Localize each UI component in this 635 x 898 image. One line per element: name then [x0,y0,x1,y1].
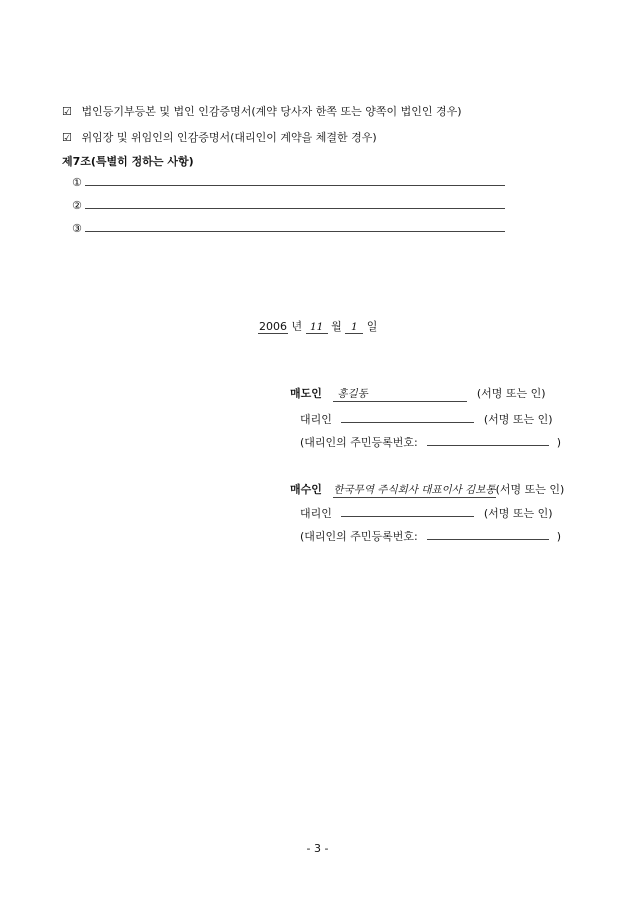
checklist-item [62,103,462,119]
date-day-unit: 일 [366,320,378,333]
buyer-agent-id-label: (대리인의 주민등록번호: [300,530,418,543]
buyer-agent-id-close: ) [556,530,562,543]
seller-sign-note: (서명 또는 인) [476,387,546,400]
seller-name: 홍길동 [333,386,467,402]
buyer-sign-note: (서명 또는 인) [495,483,565,496]
special-terms-line [72,176,505,189]
checklist-item [62,129,377,145]
blank-line [341,516,474,517]
seller-agent-sign-note: (서명 또는 인) [483,413,553,426]
item-number: ① [72,176,82,189]
special-terms-line [72,222,505,235]
checkbox-checked-icon: ☑ [62,131,72,144]
checklist-text: 위임장 및 위임인의 인감증명서(대리인이 계약을 체결한 경우) [81,131,377,144]
blank-line [341,422,474,423]
buyer-agent-row [300,505,553,521]
seller-label: 매도인 [290,387,322,400]
buyer-agent-id-row [300,528,561,544]
blank-line [427,445,549,446]
article-heading: 제7조(특별히 정하는 사항) [62,155,194,168]
date-year: 2006 [259,320,287,333]
checklist-text: 법인등기부등본 및 법인 인감증명서(계약 당사자 한쪽 또는 양쪽이 법인인 경우) [81,105,462,118]
buyer-label: 매수인 [290,483,322,496]
seller-agent-id-label: (대리인의 주민등록번호: [300,436,418,449]
seller-agent-row [300,411,553,427]
buyer-name: 한국무역 주식회사 대표이사 김보통 [333,484,496,496]
buyer-agent-label: 대리인 [300,507,332,520]
contract-date [258,318,377,334]
date-day: 1 [345,321,363,334]
checkbox-checked-icon: ☑ [62,105,72,118]
special-terms-line [72,199,505,212]
seller-agent-id-close: ) [556,436,562,449]
buyer-row [290,481,564,498]
blank-line [427,539,549,540]
date-month: 11 [306,321,328,334]
date-month-unit: 월 [331,320,342,333]
blank-line [85,231,505,232]
page-number: - 3 - [306,842,329,855]
date-year-unit: 년 [291,320,303,333]
buyer-agent-sign-note: (서명 또는 인) [483,507,553,520]
blank-line [85,185,505,186]
blank-line [85,208,505,209]
seller-agent-id-row [300,434,561,450]
item-number: ③ [72,222,82,235]
seller-row [290,385,546,402]
seller-agent-label: 대리인 [300,413,332,426]
item-number: ② [72,199,82,212]
